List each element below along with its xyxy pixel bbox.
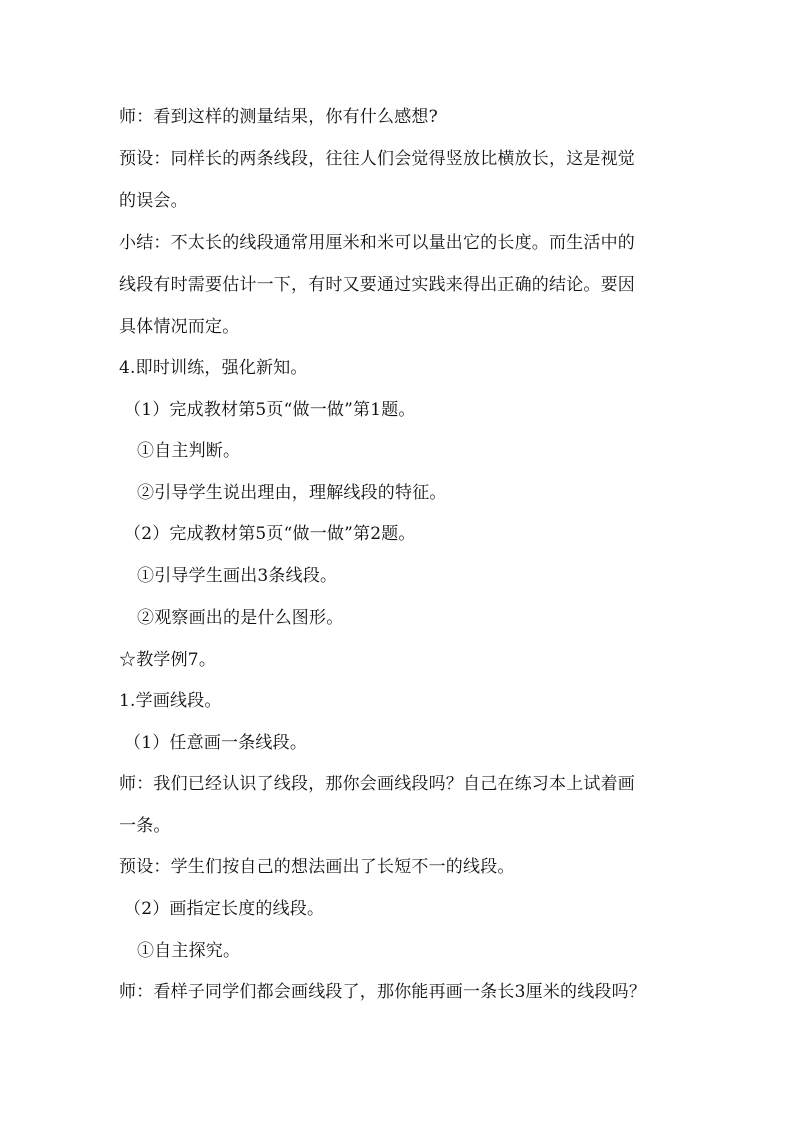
text-line: ②引导学生说出理由，理解线段的特征。 (137, 483, 447, 503)
text-line: （2）完成教材第5页“做一做”第2题。 (124, 524, 416, 544)
text-line: ①引导学生画出3条线段。 (137, 566, 338, 586)
text-line: 线段有时需要估计一下，有时又要通过实践来得出正确的结论。要因 (119, 275, 635, 295)
text-line: （1）任意画一条线段。 (124, 733, 308, 753)
text-line: 1.学画线段。 (119, 691, 222, 711)
text-line: 师：看到这样的测量结果，你有什么感想? (119, 107, 438, 127)
text-line: 的误会。 (119, 191, 188, 211)
text-line: 师：我们已经认识了线段，那你会画线段吗？自己在练习本上试着画 (119, 774, 635, 794)
text-line: ②观察画出的是什么图形。 (137, 608, 344, 628)
text-line: 一条。 (119, 816, 171, 836)
text-line: 具体情况而定。 (119, 317, 240, 337)
text-line: （2）画指定长度的线段。 (124, 899, 325, 919)
text-line: （1）完成教材第5页“做一做”第1题。 (124, 400, 416, 420)
text-line: ①自主探究。 (137, 941, 241, 961)
text-line: 预设：同样长的两条线段，往往人们会觉得竖放比横放长，这是视觉 (119, 149, 635, 169)
text-line: ☆教学例7。 (119, 650, 217, 670)
text-line: 预设：学生们按自己的想法画出了长短不一的线段。 (119, 857, 515, 877)
text-line: ①自主判断。 (137, 441, 241, 461)
text-line: 师：看样子同学们都会画线段了，那你能再画一条长3厘米的线段吗？ (119, 982, 647, 1002)
text-line: 小结：不太长的线段通常用厘米和米可以量出它的长度。而生活中的 (119, 233, 635, 253)
text-line: 4.即时训练，强化新知。 (119, 358, 308, 378)
